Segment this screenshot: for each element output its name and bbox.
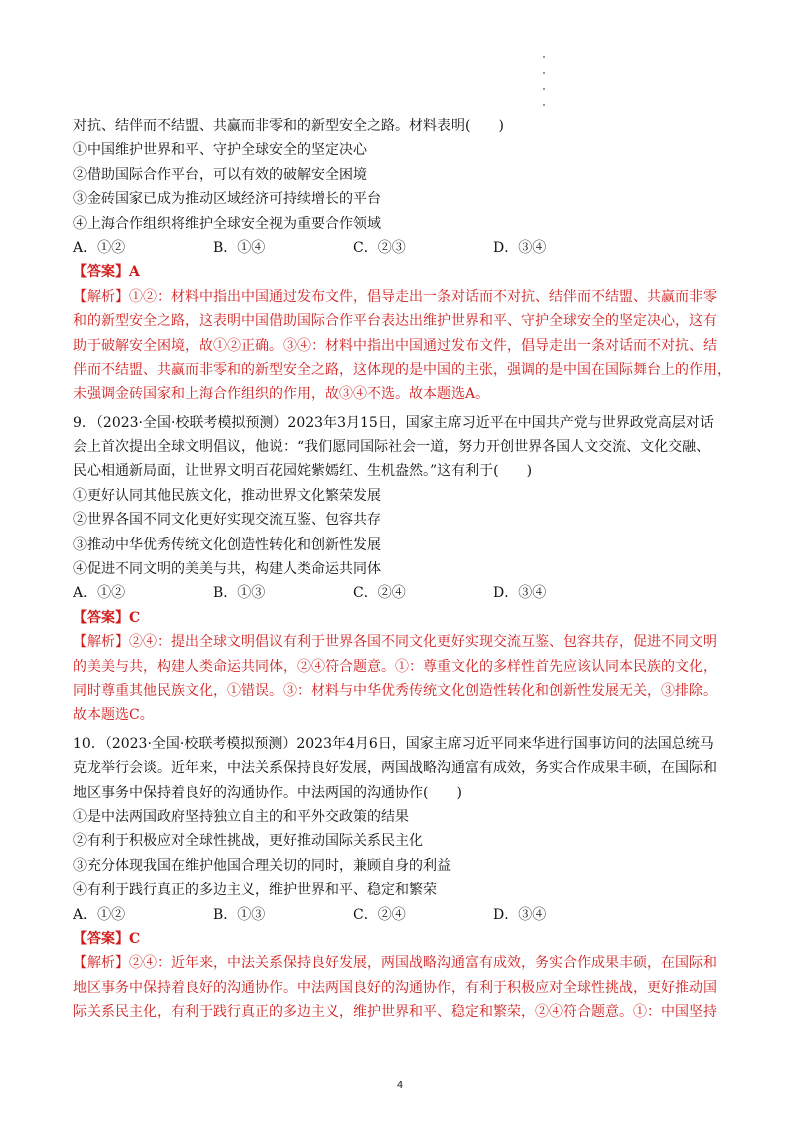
option-b: B．①③ (213, 585, 266, 602)
page-content (73, 114, 733, 1024)
margin-dot (543, 56, 545, 58)
margin-dot (543, 104, 545, 106)
analysis-line: 未强调金砖国家和上海合作组织的作用，故③④不选。故本题选A。 (73, 386, 490, 403)
answer-line (73, 260, 733, 284)
option-b: B．①④ (213, 239, 266, 256)
choice-item: ④有利于践行真正的多边主义，维护世界和平、稳定和繁荣 (73, 882, 437, 899)
question-stem-line: 克龙举行会谈。近年来，中法关系保持良好发展，两国战略沟通富有成效，务实合作成果丰硕，在国际和 (73, 760, 717, 777)
choice-item: ③金砖国家已成为推动区域经济可持续增长的平台 (73, 191, 381, 208)
analysis-line: 同时尊重其他民族文化，①错误。③：材料与中华优秀传统文化创造性转化和创新性发展无关，③排除。 (73, 682, 717, 699)
margin-dots (543, 56, 549, 120)
choice-item: ①更好认同其他民族文化，推动世界文化繁荣发展 (73, 487, 381, 504)
margin-dot (543, 72, 545, 74)
answer-tag: 【答案】 (73, 930, 129, 947)
question-stem-line: 地区事务中保持着良好的沟通协作。中法两国的沟通协作( ) (73, 784, 462, 801)
margin-dot (543, 88, 545, 90)
answer-options (73, 903, 733, 927)
analysis-line: 际关系民主化，有利于践行真正的多边主义，维护世界和平、稳定和繁荣，②④符合题意。①：中国坚持 (73, 1004, 717, 1021)
choice-item: ①是中法两国政府坚持独立自主的和平外交政策的结果 (73, 808, 409, 825)
analysis-line: 助于破解安全困境，故①②正确。③④：材料中指出中国通过发布文件，倡导走出一条对话而不对抗、结 (73, 337, 717, 354)
analysis-line: 地区事务中保持着良好的沟通协作。中法两国良好的沟通协作，有利于积极应对全球性挑战，更好推动国 (73, 979, 717, 996)
option-c: C．②③ (353, 239, 406, 256)
answer-line (73, 927, 733, 951)
choice-item: ③推动中华优秀传统文化创造性转化和创新性发展 (73, 536, 381, 553)
analysis-line: 【解析】②④：提出全球文明倡议有利于世界各国不同文化更好实现交流互鉴、包容共存，促进不同文明 (73, 634, 717, 651)
choice-item: ④上海合作组织将维护全球安全视为重要合作领域 (73, 215, 381, 232)
page-number: 4 (396, 1080, 404, 1091)
analysis-line: 【解析】②④：近年来，中法关系保持良好发展，两国战略沟通富有成效，务实合作成果丰硕，在国际和 (73, 955, 717, 972)
option-a: A．①② (73, 585, 126, 602)
question-stem-line: 9．（2023·全国·校联考模拟预测）2023年3月15日，国家主席习近平在中国共产党与世界政党高层对话 (73, 414, 714, 431)
option-c: C．②④ (353, 585, 406, 602)
question-stem-line: 对抗、结伴而不结盟、共赢而非零和的新型安全之路。材料表明( ) (73, 118, 504, 134)
option-b: B．①③ (213, 906, 266, 923)
question-stem-line: 会上首次提出全球文明倡议，他说：“我们愿同国际社会一道，努力开创世界各国人文交流、文化交融、 (73, 439, 711, 456)
option-c: C．②④ (353, 906, 406, 923)
question-8 (73, 114, 733, 407)
answer-tag: 【答案】 (73, 609, 129, 626)
question-9 (73, 411, 733, 728)
choice-item: ②世界各国不同文化更好实现交流互鉴、包容共存 (73, 512, 381, 529)
option-d: D．③④ (493, 906, 547, 923)
answer-line (73, 606, 733, 630)
analysis-line: 伴而不结盟、共赢而非零和的新型安全之路，这体现的是中国的主张，强调的是中国在国际舞台上的作用， (73, 361, 731, 378)
analysis-line: 的美美与共，构建人类命运共同体，②④符合题意。①：尊重文化的多样性首先应该认同本民族的文化， (73, 658, 717, 675)
answer-options (73, 236, 733, 260)
option-d: D．③④ (493, 239, 547, 256)
analysis-line: 故本题选C。 (73, 707, 154, 724)
choice-item: ③充分体现我国在维护他国合理关切的同时，兼顾自身的利益 (73, 857, 451, 874)
analysis-line: 【解析】①②：材料中指出中国通过发布文件，倡导走出一条对话而不对抗、结伴而不结盟、共赢而非零 (73, 288, 717, 305)
choice-item: ④促进不同文明的美美与共，构建人类命运共同体 (73, 561, 381, 578)
option-d: D．③④ (493, 585, 547, 602)
answer-value: C (129, 609, 141, 626)
choice-item: ②有利于积极应对全球性挑战，更好推动国际关系民主化 (73, 833, 423, 850)
question-10 (73, 732, 733, 1025)
answer-tag: 【答案】 (73, 264, 129, 281)
analysis-line: 和的新型安全之路，这表明中国借助国际合作平台表达出维护世界和平、守护全球安全的坚定决心，这有 (73, 313, 717, 330)
answer-value: C (129, 930, 141, 947)
answer-value: A (129, 264, 140, 281)
choice-item: ①中国维护世界和平、守护全球安全的坚定决心 (73, 142, 367, 159)
option-a: A．①② (73, 239, 126, 256)
question-stem-line: 10．（2023·全国·校联考模拟预测）2023年4月6日，国家主席习近平同来华进行国事访问的法国总统马 (73, 735, 714, 752)
option-a: A．①② (73, 906, 126, 923)
choice-item: ②借助国际合作平台，可以有效的破解安全困境 (73, 166, 367, 183)
question-stem-line: 民心相通新局面，让世界文明百花园姹紫嫣红、生机盎然。”这有利于( ) (73, 463, 533, 480)
answer-options (73, 581, 733, 605)
